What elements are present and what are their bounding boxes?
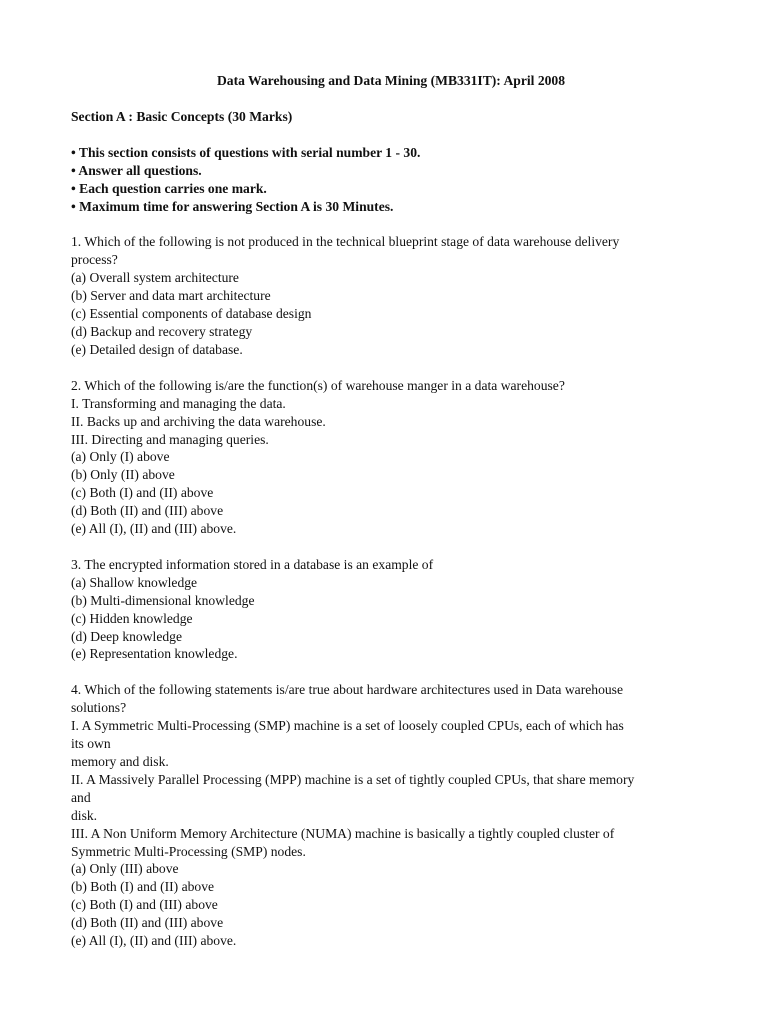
rule-item: • Maximum time for answering Section A is 30 Minutes. bbox=[71, 198, 394, 214]
question-line: (d) Both (II) and (III) above bbox=[71, 503, 224, 519]
question-line: (b) Server and data mart architecture bbox=[71, 288, 271, 304]
question-text: 1. Which of the following is not produced in the technical blueprint stage of data warehouse delivery bbox=[71, 234, 620, 250]
question-1 bbox=[71, 233, 711, 358]
question-text: 2. Which of the following is/are the function(s) of warehouse manger in a data warehouse? bbox=[71, 377, 565, 393]
question-2 bbox=[71, 377, 711, 538]
question-line: (e) Representation knowledge. bbox=[71, 646, 238, 662]
question-line: (b) Multi-dimensional knowledge bbox=[71, 592, 255, 608]
question-line: (c) Hidden knowledge bbox=[71, 610, 193, 626]
question-text: 3. The encrypted information stored in a database is an example of bbox=[71, 556, 434, 572]
question-line: (b) Only (II) above bbox=[71, 467, 175, 483]
question-4 bbox=[71, 681, 711, 950]
question-line: III. A Non Uniform Memory Architecture (NUMA) machine is basically a tightly coupled cluster of bbox=[71, 825, 615, 841]
question-line: (d) Deep knowledge bbox=[71, 628, 182, 644]
rule-item: • Answer all questions. bbox=[71, 162, 202, 178]
question-line: I. Transforming and managing the data. bbox=[71, 395, 286, 411]
question-line: disk. bbox=[71, 807, 98, 823]
question-line: process? bbox=[71, 252, 118, 268]
question-line: and bbox=[71, 789, 91, 805]
rule-item: • Each question carries one mark. bbox=[71, 180, 267, 196]
question-line: Symmetric Multi-Processing (SMP) nodes. bbox=[71, 843, 306, 859]
question-line: II. A Massively Parallel Processing (MPP) machine is a set of tightly coupled CPUs, that share memory bbox=[71, 771, 635, 787]
question-line: memory and disk. bbox=[71, 754, 169, 769]
question-line: (e) All (I), (II) and (III) above. bbox=[71, 521, 237, 537]
question-line: (a) Only (I) above bbox=[71, 449, 170, 465]
question-line: (e) All (I), (II) and (III) above. bbox=[71, 933, 237, 949]
rule-item: • This section consists of questions with serial number 1 - 30. bbox=[71, 144, 421, 160]
question-text: 4. Which of the following statements is/are true about hardware architectures used in Data warehouse bbox=[71, 682, 623, 698]
question-line: (c) Both (I) and (II) above bbox=[71, 485, 214, 501]
question-line: I. A Symmetric Multi-Processing (SMP) machine is a set of loosely coupled CPUs, each of which has bbox=[71, 718, 624, 734]
question-line: (e) Detailed design of database. bbox=[71, 341, 243, 357]
question-line: III. Directing and managing queries. bbox=[71, 431, 269, 447]
question-line: (a) Overall system architecture bbox=[71, 270, 239, 286]
question-3 bbox=[71, 556, 711, 663]
question-line: (d) Both (II) and (III) above bbox=[71, 915, 224, 931]
question-line: (c) Both (I) and (III) above bbox=[71, 897, 218, 913]
question-line: solutions? bbox=[71, 700, 127, 716]
section-heading: Section A : Basic Concepts (30 Marks) bbox=[71, 108, 293, 124]
question-list bbox=[71, 233, 711, 950]
question-line: (a) Shallow knowledge bbox=[71, 574, 198, 590]
question-line: (d) Backup and recovery strategy bbox=[71, 323, 253, 339]
question-line: II. Backs up and archiving the data warehouse. bbox=[71, 413, 326, 429]
question-line: its own bbox=[71, 736, 111, 752]
section-rules bbox=[71, 144, 711, 216]
document-title: Data Warehousing and Data Mining (MB331IT): April 2008 bbox=[216, 73, 566, 88]
question-line: (c) Essential components of database design bbox=[71, 306, 312, 322]
document-page bbox=[71, 72, 711, 950]
question-line: (a) Only (III) above bbox=[71, 861, 179, 877]
question-line: (b) Both (I) and (II) above bbox=[71, 879, 215, 895]
